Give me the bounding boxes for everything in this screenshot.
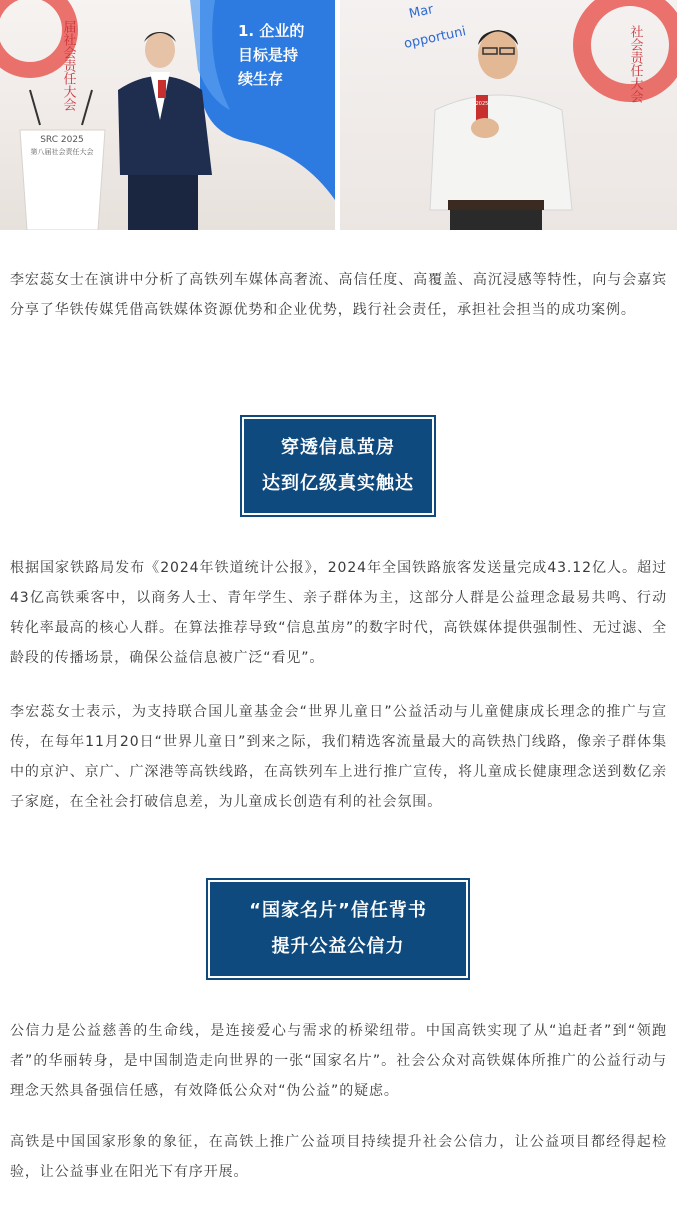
section-heading-1-line2: 达到亿级真实触达: [262, 473, 414, 494]
podium-line2: 第八届社会责任大会: [30, 148, 94, 156]
section-heading-2-line2: 提升公益公信力: [271, 936, 405, 957]
podium-line1: SRC 2025: [40, 135, 84, 145]
paragraph-3: 李宏蕊女士表示，为支持联合国儿童基金会“世界儿童日”公益活动与儿童健康成长理念的推广与宣传，在每年11月20日“世界儿童日”到来之际，我们精选客流量最大的高铁热门线路，像亲子群体集中的京沪、京广、广深港等高铁线路，在高铁列车上进行推广宣传，将儿童成长健康理念送到数亿亲子家庭，在全社会打破信息差，为儿童成长创造有利的社会氛围。: [10, 704, 667, 810]
right-slide-line2: opportuni: [402, 24, 468, 52]
left-banner-text: 届社会责任大会: [60, 20, 76, 111]
mic-badge: 2025: [475, 101, 489, 107]
left-slide-line2: 目标是持: [238, 46, 299, 64]
speaker-photo-left: [0, 0, 335, 230]
right-banner-text: 社会责任大会: [627, 25, 643, 103]
paragraph-2: 根据国家铁路局发布《2024年铁道统计公报》，2024年全国铁路旅客发送量完成43.12亿人。超过43亿高铁乘客中，以商务人士、青年学生、亲子群体为主，这部分人群是公益理念最易共鸣、行动转化率最高的核心人群。在算法推荐导致“信息茧房”的数字时代，高铁媒体提供强制性、无过滤、全龄段的传播场景，确保公益信息被广泛“看见”。: [10, 560, 668, 666]
right-slide-line1: Mar: [407, 2, 435, 22]
photo-row: [0, 0, 677, 230]
speaker-photo-right: [340, 0, 677, 230]
speaker-photo-right-scene: [340, 0, 677, 230]
paragraph-1: 李宏蕊女士在演讲中分析了高铁列车媒体高奢流、高信任度、高覆盖、高沉浸感等特性，向与会嘉宾分享了华铁传媒凭借高铁媒体资源优势和企业优势，践行社会责任，承担社会担当的成功案例。: [10, 272, 667, 318]
section-heading-2-line1: “国家名片”信任背书: [249, 900, 427, 921]
paragraph-4: 公信力是公益慈善的生命线，是连接爱心与需求的桥梁纽带。中国高铁实现了从“追赶者”到“领跑者”的华丽转身，是中国制造走向世界的一张“国家名片”。社会公众对高铁媒体所推广的公益行动与理念天然具备强信任感，有效降低公众对“伪公益”的疑虑。: [10, 1023, 667, 1099]
section-heading-2: [206, 878, 470, 980]
paragraph-5: 高铁是中国国家形象的象征，在高铁上推广公益项目持续提升社会公信力，让公益项目都经得起检验，让公益事业在阳光下有序开展。: [10, 1134, 667, 1180]
left-slide-line1: 1. 企业的: [238, 22, 305, 40]
speaker-photo-left-scene: [0, 0, 335, 230]
section-heading-1-line1: 穿透信息茧房: [281, 437, 395, 458]
section-heading-1: [240, 415, 436, 517]
left-slide-line3: 续生存: [238, 70, 284, 88]
